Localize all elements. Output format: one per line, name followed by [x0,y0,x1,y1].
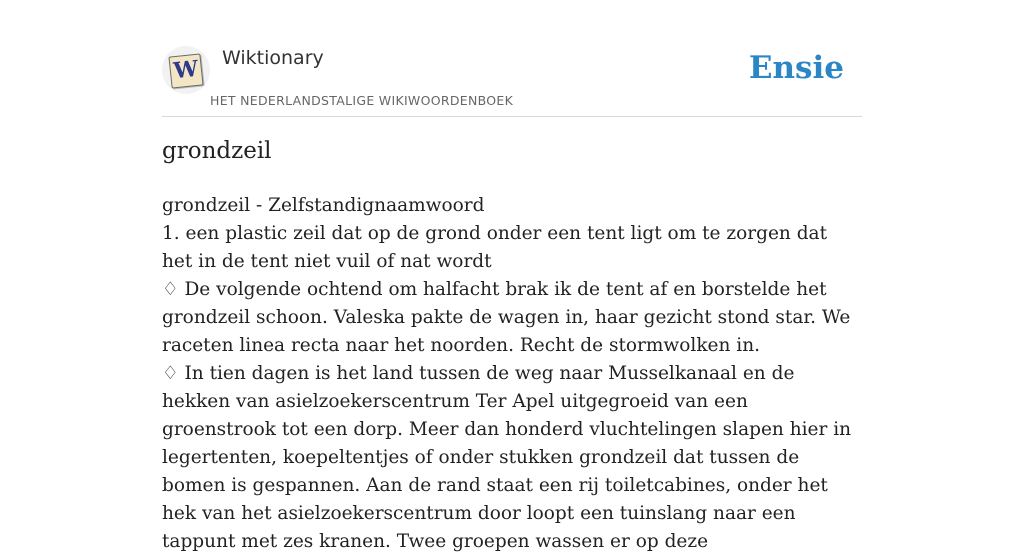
site-name-link[interactable]: Wiktionary [222,47,324,69]
definition-line: 1. een plastic zeil dat op de grond onder een tent ligt om te zorgen dat het in de tent niet vuil of nat wordt [162,223,827,272]
site-header [162,40,862,117]
example-sentence: ♢ De volgende ochtend om halfacht brak ik de tent af en borstelde het grondzeil schoon. Valeska pakte de wagen in, haar gezicht stond star. We raceten linea recta naar het noorden. Recht de stormwolken in. [162,279,851,356]
article-content [162,192,862,556]
page-title: grondzeil [162,138,272,164]
site-tagline: HET NEDERLANDSTALIGE WIKIWOORDENBOEK [210,93,514,108]
wiktionary-logo-icon [168,53,203,88]
word-type-line: grondzeil - Zelfstandignaamwoord [162,195,485,216]
wiktionary-logo[interactable] [162,46,210,94]
example-sentence: ♢ In tien dagen is het land tussen de weg naar Musselkanaal en de hekken van asielzoekerscentrum Ter Apel uitgegroeid van een groenstrook tot een dorp. Meer dan honderd vluchtelingen slapen hier in legertenten, koepeltentjes of onder stukken grondzeil dat tussen de bomen is gespannen. Aan de rand staat een rij toiletcabines, onder het hek van het asielzoekerscentrum door loopt een tuinslang naar een tappunt met zes kranen. Twee groepen wassen er op deze [162,363,852,552]
logo-letter: W [172,55,200,85]
ensie-brand-logo[interactable]: Ensie [748,50,844,86]
